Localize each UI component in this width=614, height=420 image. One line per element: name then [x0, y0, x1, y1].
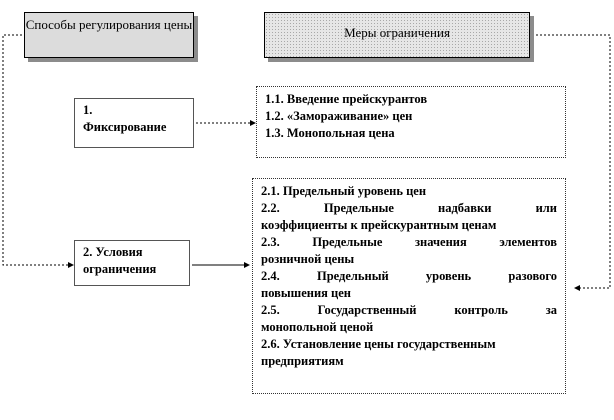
limit-measure-item-cont: коэффициенты к прейскурантным ценам — [261, 218, 497, 232]
fixing-measure-item: 1.1. Введение прейскурантов — [265, 92, 428, 106]
limit-measure-item-cont: предприятиям — [261, 354, 344, 368]
connector-left-bus — [3, 35, 70, 265]
header-regulation-methods — [24, 12, 194, 58]
limit-measure-item: 2.1. Предельный уровень цен — [261, 184, 427, 198]
arrow-to-limit-measures-right — [574, 285, 580, 291]
limit-measure-item: 2.5. Государственный контроль за — [261, 303, 557, 317]
limit-measures-list — [252, 178, 566, 394]
fixing-measures-list — [256, 86, 566, 158]
arrow-to-limit-measures — [244, 262, 250, 268]
header-regulation-methods-label: Способы регулирования цены — [25, 17, 193, 32]
method-limit-line2: ограничения — [83, 262, 157, 276]
header-restriction-measures-label: Меры ограничения — [344, 25, 450, 40]
fixing-measure-item: 1.3. Монопольная цена — [265, 126, 395, 140]
method-limit-conditions — [74, 240, 190, 286]
limit-measure-item-cont: розничной цены — [261, 252, 355, 266]
limit-measure-item: 2.2. Предельные надбавки или — [261, 201, 557, 215]
limit-measure-item-cont: повышения цен — [261, 286, 351, 300]
method-limit-line1: 2. Условия — [83, 245, 143, 259]
method-fixing — [74, 98, 194, 148]
method-fixing-number: 1. — [83, 103, 93, 117]
limit-measure-item: 2.3. Предельные значения элементов — [261, 235, 557, 249]
limit-measure-item: 2.4. Предельный уровень разового — [261, 269, 557, 283]
method-fixing-label: Фиксирование — [83, 120, 167, 134]
fixing-measure-item: 1.2. «Замораживание» цен — [265, 109, 413, 123]
limit-measure-item: 2.6. Установление цены государственным — [261, 337, 496, 351]
header-restriction-measures — [264, 12, 530, 58]
limit-measure-item-cont: монопольной ценой — [261, 320, 374, 334]
